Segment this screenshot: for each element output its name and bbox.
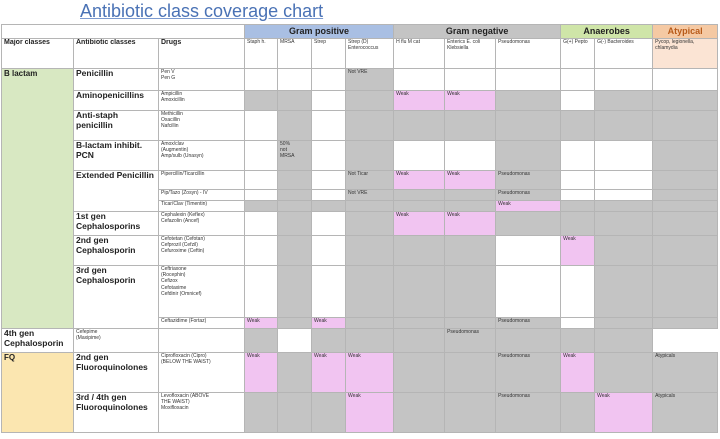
weak-cell: Weak: [312, 353, 346, 393]
class-antistaph-penicillin: Anti-staph penicillin: [74, 111, 159, 141]
class-aminopenicillins: Aminopenicillins: [74, 91, 159, 111]
class-2nd-gen-cephalosporin: 2nd gen Cephalosporin: [74, 236, 159, 266]
weak-cell: Weak: [445, 91, 496, 111]
weak-cell: Weak: [445, 171, 496, 190]
weak-cell: Weak: [245, 353, 278, 393]
drugs-3rd-gen-b: Ceftazidime (Fortaz): [159, 318, 245, 329]
major-class-fq: FQ: [2, 353, 74, 433]
drugs-2nd-gen: Cefotetan (Cefotan) Cefprozil (Cefzil) Cefuroxime (Ceftin): [159, 236, 245, 266]
drugs-extended-3: Ticar/Clav (Timentin): [159, 201, 245, 212]
class-2nd-gen-fluoroquinolones: 2nd gen Fluoroquinolones: [74, 353, 159, 393]
table-row: [2, 266, 718, 318]
note-cell: Pseudomonas: [496, 353, 561, 393]
weak-cell: Weak: [346, 393, 394, 433]
weak-cell: Weak: [561, 236, 595, 266]
weak-cell: Weak: [346, 353, 394, 393]
table-row: [2, 212, 718, 236]
table-row: [2, 171, 718, 190]
note-cell: Pseudomonas: [496, 318, 561, 329]
group-header-row: [2, 25, 718, 39]
col-strep: Strep: [312, 39, 346, 69]
table-row: [2, 236, 718, 266]
weak-cell: Weak: [245, 318, 278, 329]
group-gram-negative: Gram negative: [394, 25, 561, 39]
drugs-antistaph: Methicillin Oxacillin Nafcillin: [159, 111, 245, 141]
drugs-extended-1: Pipercillin/Ticarcillin: [159, 171, 245, 190]
table-row: [2, 91, 718, 111]
weak-cell: Weak: [394, 171, 445, 190]
class-penicillin: Penicillin: [74, 69, 159, 91]
note-cell: Not VRE: [346, 69, 394, 91]
weak-cell: Weak: [561, 353, 595, 393]
col-gneg-anaerobe: G(-) Bacteroides: [595, 39, 653, 69]
note-cell: 50% not MRSA: [278, 141, 312, 171]
column-header-row: [2, 39, 718, 69]
class-blactam-inhibitor-pcn: B-lactam inhibit. PCN: [74, 141, 159, 171]
drugs-aminopenicillins: Ampicillin Amoxicillin: [159, 91, 245, 111]
class-extended-penicillin: Extended Penicillin: [74, 171, 159, 212]
drugs-3rd-4th-gen-fq: Levofloxacin (ABOVE THE WAIST) Moxifloxacin: [159, 393, 245, 433]
col-atypical: Pycop, legionella, chlamydia: [653, 39, 718, 69]
note-cell: Pseudomonas: [496, 393, 561, 433]
drugs-blactam-inhibitor: Amox/clav (Augmentin) Amp/sulb (Unasyn): [159, 141, 245, 171]
col-drugs: Drugs: [159, 39, 245, 69]
col-mrsa: MRSA: [278, 39, 312, 69]
class-4th-gen-cephalosporin: 4th gen Cephalosporin: [2, 329, 74, 353]
col-pseudomonas: Pseudomonas: [496, 39, 561, 69]
col-strep-d: Strep (D) Enterococcus: [346, 39, 394, 69]
note-cell: Pseudomonas: [496, 171, 561, 190]
major-class-blactam: B lactam: [2, 69, 74, 329]
drugs-3rd-gen-a: Ceftriaxone (Rocephin) Cefizox Cefotaxime Cefdinir (Omnicef): [159, 266, 245, 318]
weak-cell: Weak: [312, 318, 346, 329]
drugs-1st-gen: Cephalexin (Keflex) Cefazolin (Ancef): [159, 212, 245, 236]
col-gpos-anaerobe: G(+) Pepto: [561, 39, 595, 69]
table-row: [2, 141, 718, 171]
class-3rd-4th-gen-fluoroquinolones: 3rd / 4th gen Fluoroquinolones: [74, 393, 159, 433]
group-atypical: Atypical: [653, 25, 718, 39]
weak-cell: Weak: [394, 91, 445, 111]
class-1st-gen-cephalosporins: 1st gen Cephalosporins: [74, 212, 159, 236]
drugs-penicillin: Pen V Pen G: [159, 69, 245, 91]
note-cell: Not VRE: [346, 190, 394, 201]
table-row: [2, 353, 718, 393]
weak-cell: Weak: [394, 212, 445, 236]
col-enterics: Enterics E. coli Klebsiella: [445, 39, 496, 69]
table-row: [2, 111, 718, 141]
drugs-extended-2: Pip/Tazo (Zosyn) - IV: [159, 190, 245, 201]
coverage-table: [1, 24, 718, 433]
note-cell: Not Ticar: [346, 171, 394, 190]
note-cell: Atypicals: [653, 393, 718, 433]
group-anaerobes: Anaerobes: [561, 25, 653, 39]
group-gram-positive: Gram positive: [245, 25, 394, 39]
weak-cell: Weak: [496, 201, 561, 212]
col-hflu: H flu M cat: [394, 39, 445, 69]
note-cell: Pseudomonas: [445, 329, 496, 353]
page-title: Antibiotic class coverage chart: [80, 1, 324, 21]
table-row: [2, 329, 718, 353]
class-3rd-gen-cephalosporin: 3rd gen Cephalosporin: [74, 266, 159, 329]
table-row: [2, 69, 718, 91]
note-cell: Atypicals: [653, 353, 718, 393]
weak-cell: Weak: [445, 212, 496, 236]
note-cell: Pseudomonas: [496, 190, 561, 201]
table-row: [2, 393, 718, 433]
weak-cell: Weak: [595, 393, 653, 433]
header-blank: [2, 25, 245, 39]
drugs-2nd-gen-fq: Ciprofloxacin (Cipro) (BELOW THE WAIST): [159, 353, 245, 393]
col-staph: Staph h.: [245, 39, 278, 69]
col-antibiotic-classes: Antibiotic classes: [74, 39, 159, 69]
col-major-classes: Major classes: [2, 39, 74, 69]
drugs-4th-gen: Cefepime (Maxipime): [74, 329, 159, 353]
